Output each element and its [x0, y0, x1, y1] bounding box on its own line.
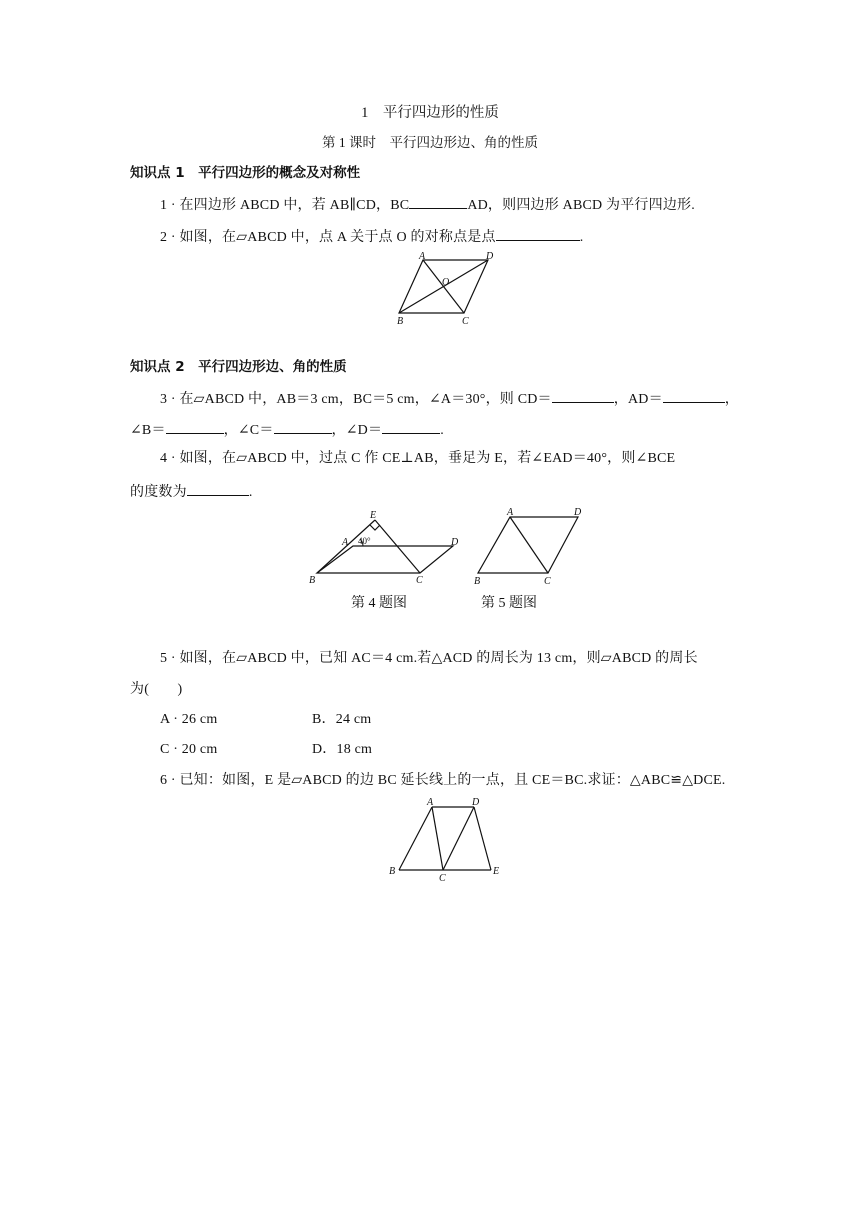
question-5-line-2: 为( ) — [130, 682, 183, 697]
figure-4-caption: 第 4 题图 — [351, 596, 407, 611]
question-3-text-e: ，∠C＝ — [223, 423, 274, 438]
option-c[interactable]: C · 20 cm — [160, 742, 218, 757]
label-c: C — [439, 873, 446, 884]
option-a[interactable]: A · 26 cm — [160, 712, 218, 727]
diagonal-ac — [510, 517, 548, 573]
parallelogram-abcd — [478, 517, 578, 573]
section-heading-2: 知识点 2 平行四边形边、角的性质 — [130, 359, 347, 375]
label-d: D — [486, 251, 494, 262]
section-heading-1: 知识点 1 平行四边形的概念及对称性 — [130, 165, 361, 181]
answer-blank[interactable] — [663, 388, 725, 403]
line-dc — [443, 807, 474, 870]
question-2 — [160, 226, 583, 247]
question-2-text-a: 2 · 如图，在▱ABCD 中，点 A 关于点 O 的对称点是点 — [160, 230, 496, 245]
label-b: B — [309, 575, 316, 586]
label-b: B — [397, 316, 404, 327]
question-4-line-2 — [130, 481, 253, 502]
answer-blank[interactable] — [552, 388, 614, 403]
question-4-text-a: 的度数为 — [130, 485, 187, 500]
answer-blank[interactable] — [166, 419, 224, 434]
question-3-line-2 — [130, 419, 444, 440]
question-5-line-1: 5 · 如图，在▱ABCD 中，已知 AC＝4 cm.若△ACD 的周长为 13 cm，则▱ABCD 的周长 — [160, 651, 698, 666]
question-3-text-g: . — [440, 423, 444, 438]
question-1 — [160, 194, 695, 215]
angle-label: 40° — [358, 536, 371, 546]
answer-blank[interactable] — [274, 419, 332, 434]
answer-blank[interactable] — [409, 194, 467, 209]
line-ac — [432, 807, 443, 870]
label-d: D — [451, 537, 459, 548]
label-a: A — [507, 507, 514, 518]
parallelogram-abcd — [317, 546, 453, 573]
question-3-text-b: ，AD＝ — [613, 392, 663, 407]
question-3-line-1 — [160, 388, 739, 409]
line-de — [474, 807, 491, 870]
question-6: 6 · 已知：如图，E 是▱ABCD 的边 BC 延长线上的一点，且 CE＝BC.求证：△ABC≌△DCE. — [160, 773, 726, 788]
option-b[interactable]: B．24 cm — [312, 712, 372, 727]
figure-q2-parallelogram — [390, 250, 510, 330]
option-d[interactable]: D．18 cm — [312, 742, 373, 757]
label-a: A — [419, 251, 426, 262]
question-1-text-b: AD，则四边形 ABCD 为平行四边形. — [467, 198, 695, 213]
label-d: D — [472, 797, 480, 808]
page-subtitle: 第 1 课时 平行四边形边、角的性质 — [322, 135, 538, 150]
label-a: A — [427, 797, 434, 808]
question-3-text-a: 3 · 在▱ABCD 中，AB＝3 cm，BC＝5 cm，∠A＝30°，则 CD＝ — [160, 392, 552, 407]
label-d: D — [574, 507, 582, 518]
question-4-text-b: . — [248, 485, 253, 500]
question-2-text-b: . — [579, 230, 584, 245]
label-c: C — [462, 316, 469, 327]
label-e: E — [370, 510, 377, 521]
label-b: B — [474, 576, 481, 587]
answer-blank[interactable] — [496, 226, 580, 241]
answer-blank[interactable] — [382, 419, 440, 434]
label-b: B — [389, 866, 396, 877]
figure-5-caption: 第 5 题图 — [481, 596, 537, 611]
answer-blank[interactable] — [187, 481, 249, 496]
label-e: E — [493, 866, 500, 877]
figure-q5-parallelogram — [470, 505, 590, 590]
question-1-text-a: 1 · 在四边形 ABCD 中，若 AB∥CD，BC — [160, 198, 410, 213]
label-c: C — [544, 576, 551, 587]
label-o: O — [442, 277, 450, 288]
line-ab — [399, 807, 432, 870]
page-title: 1 平行四边形的性质 — [361, 105, 499, 121]
question-3-text-f: ，∠D＝ — [331, 423, 383, 438]
question-3-text-d: ∠B＝ — [130, 423, 166, 438]
figure-q6-parallelogram — [385, 795, 510, 885]
figure-q4-parallelogram — [305, 510, 475, 590]
label-a: A — [342, 537, 349, 548]
question-3-text-c: ， — [724, 392, 739, 407]
question-4-line-1: 4 · 如图，在▱ABCD 中，过点 C 作 CE⊥AB，垂足为 E，若∠EAD＝40°，则∠BCE — [160, 451, 676, 466]
right-angle-mark — [370, 525, 380, 530]
label-c: C — [416, 575, 423, 586]
